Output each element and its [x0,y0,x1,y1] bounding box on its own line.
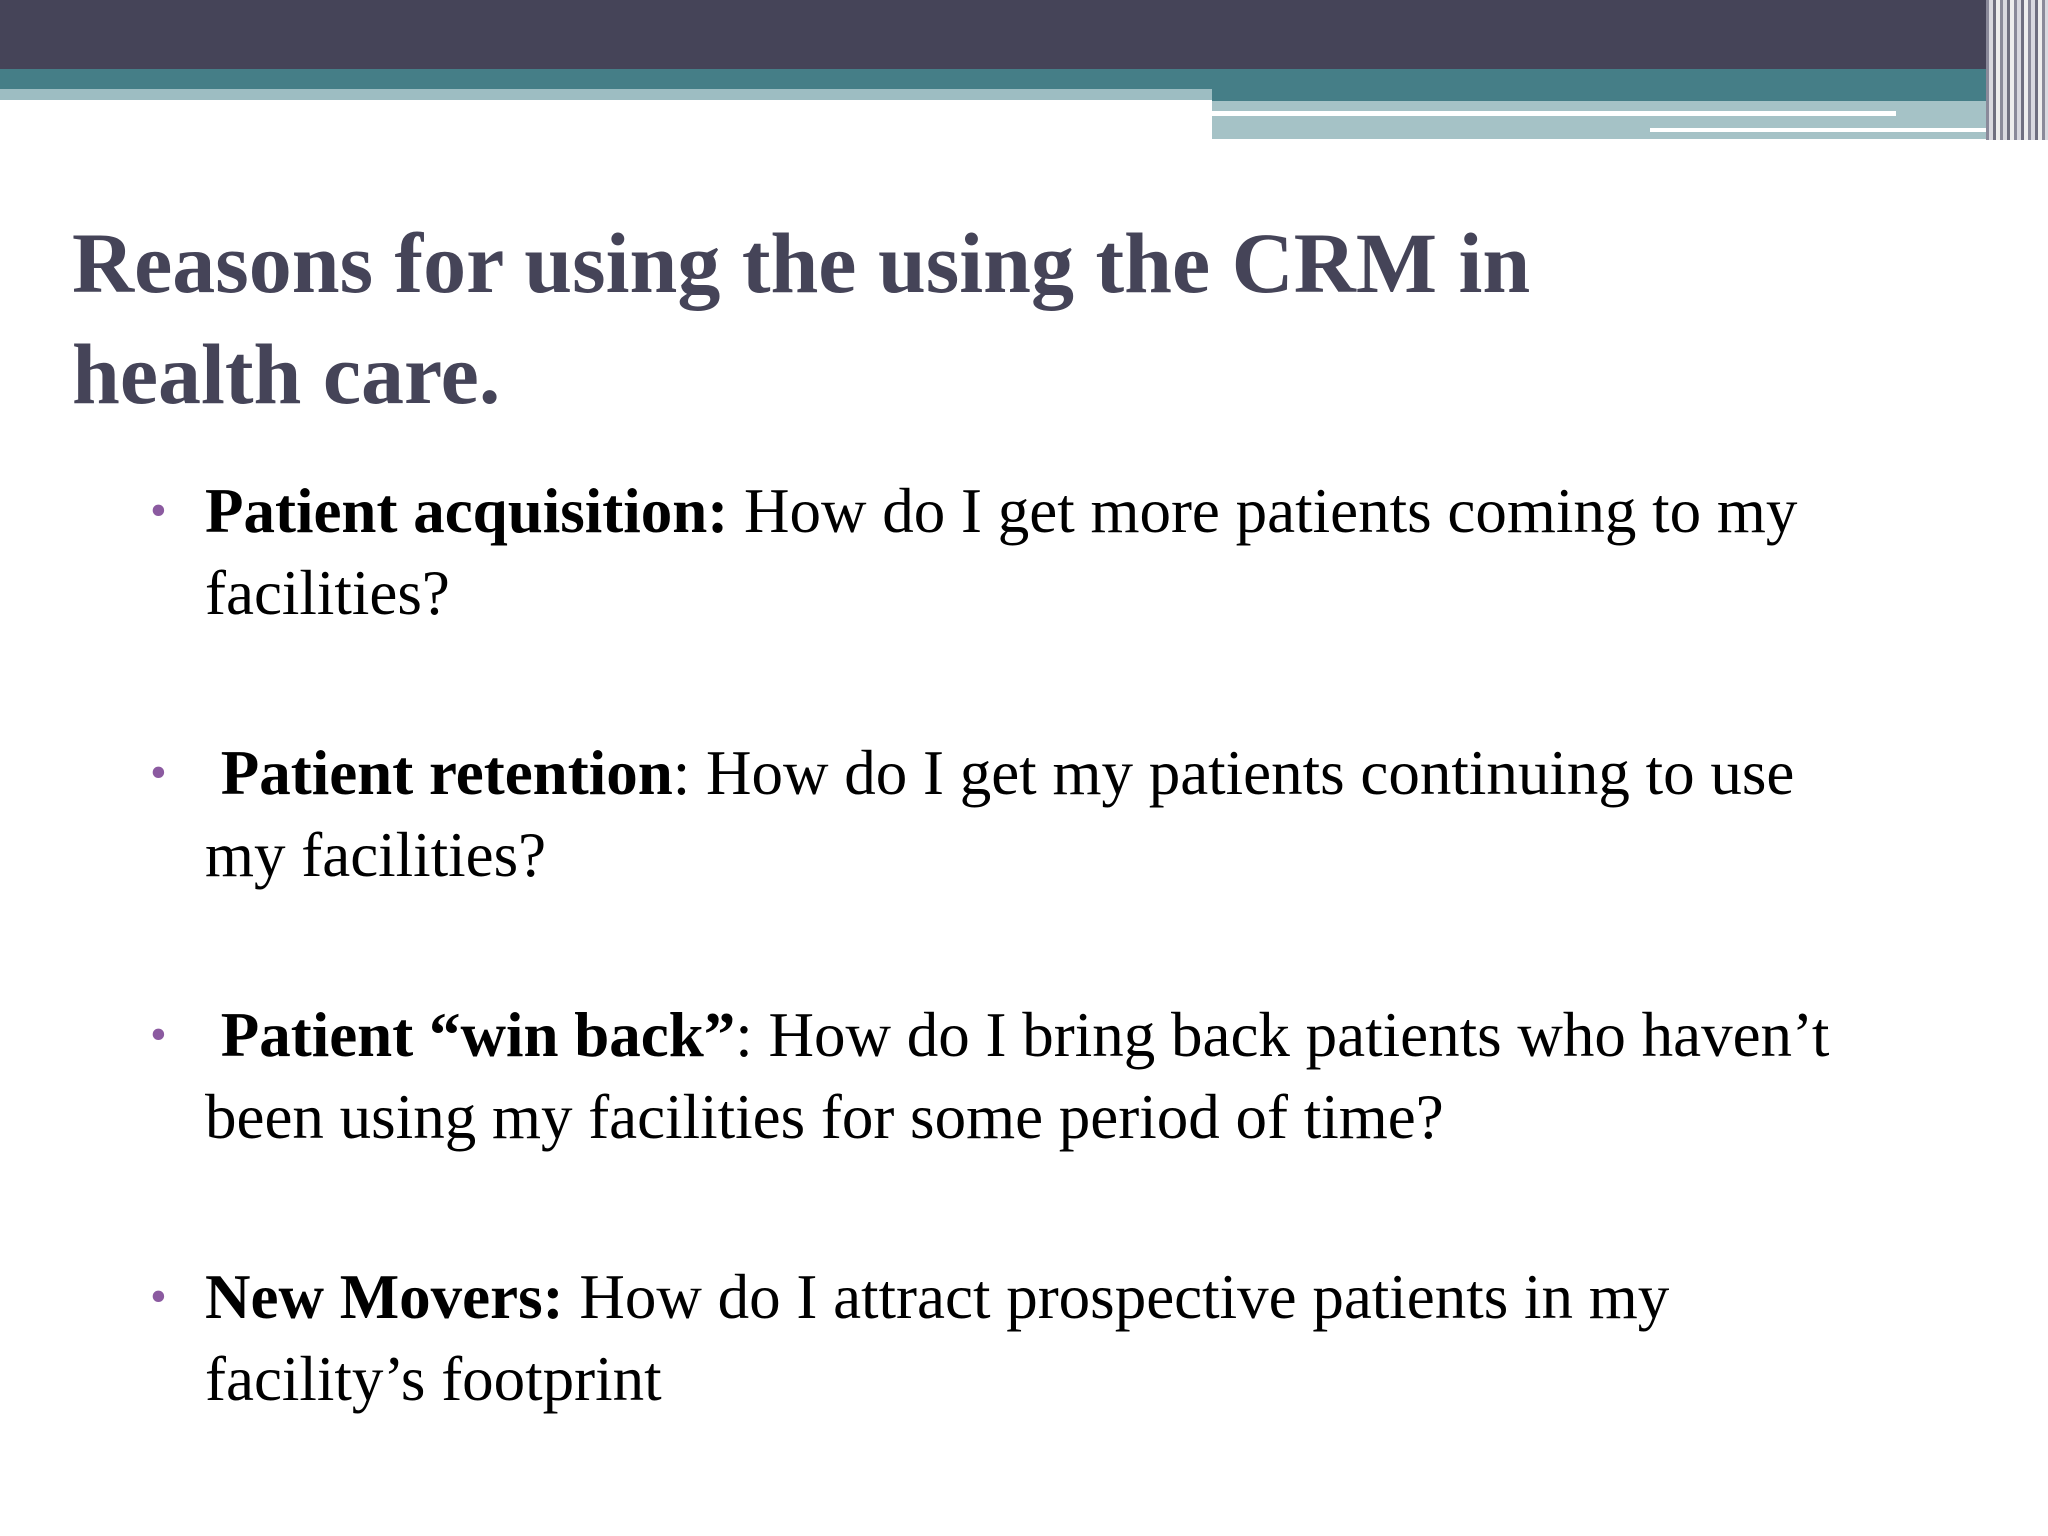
bullet-dot-icon: • [150,1270,167,1323]
bullet-term: Patient “win back” [205,1000,736,1070]
header-teal-bar [0,69,2048,89]
bullet-term: Patient retention [205,738,673,808]
header-accent-line [1212,111,1896,116]
bullet-dot-icon: • [150,746,167,799]
bullet-term: New Movers: [205,1262,564,1332]
bullet-item-win-back [0,994,1845,1158]
header-accent-line-short [1650,128,1992,132]
bullet-dot-icon: • [150,1008,167,1061]
bullet-text: How do I bring back patients who haven’t been using my facilities for some period of time? [205,1000,1830,1152]
bullet-text: How do I get more patients coming to my facilities? [205,476,1798,628]
bullet-dot-icon: • [150,484,167,537]
slide-title: Reasons for using the using the CRM in health care. [72,215,1531,422]
bullet-item-new-movers [0,1256,1845,1420]
bullet-term: Patient acquisition: [205,476,729,546]
header-dark-bar [0,0,2048,69]
bullet-separator: : [672,738,691,808]
bullet-item-retention [0,732,1845,896]
bullet-list [0,470,2048,1518]
bullet-text: How do I attract prospective patients in my facility’s footprint [205,1262,1670,1414]
bullet-separator: : [735,1000,753,1070]
bullet-text: How do I get my patients continuing to use my facilities? [205,738,1795,890]
bullet-item-acquisition [0,470,1845,634]
header-light-bar-left [0,89,1212,100]
header-light-bar-right [1212,101,1992,139]
header-edge-stripes [1986,0,2048,140]
header-teal-bar-right [1212,89,2048,101]
